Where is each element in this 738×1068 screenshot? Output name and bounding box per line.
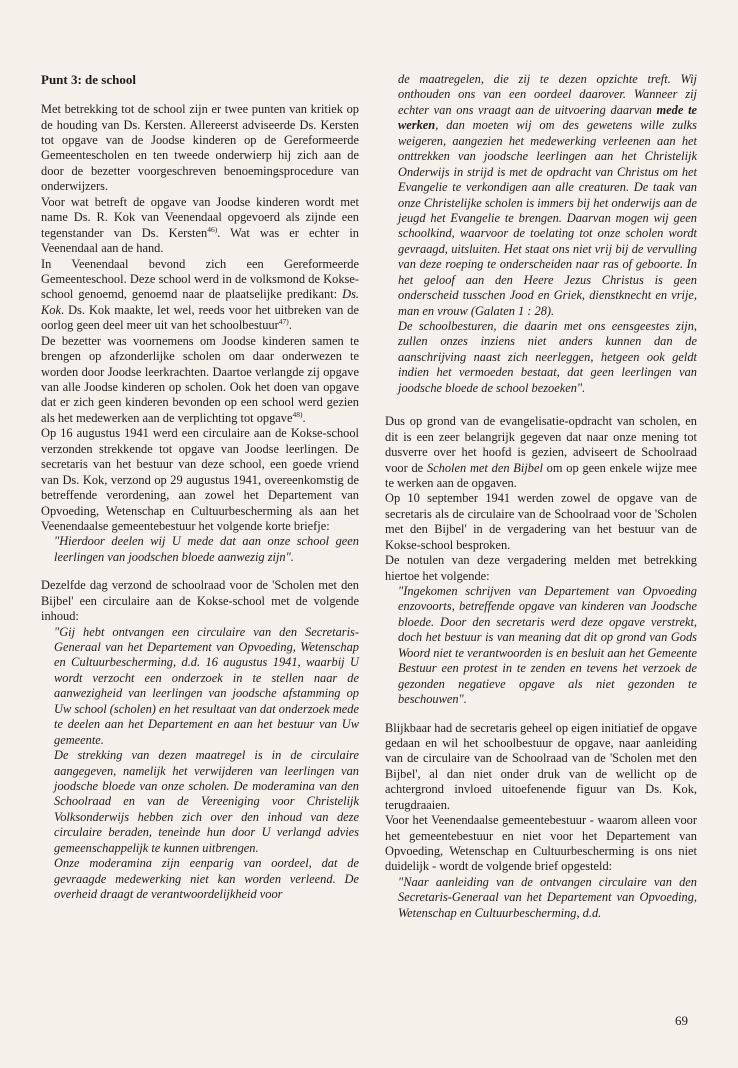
text-run: . Ds. Kok maakte, let wel, reeds voor het uitbreken van de oorlog geen deel meer uit van het schoolbestuur <box>41 302 359 333</box>
text-run-italic: Ds. Kok <box>41 287 359 317</box>
quote: "Gij hebt ontvangen een circulaire van den Secretaris-Generaal van het Departement van Opvoeding, Wetenschap en Cultuurbescherming, d.d. 16 augustus 1941, waarbij U wordt verzocht een onderzoek in te stellen naar de aanwezigheid van leerlingen van joodsche afstamming op Uw school (scholen) en het resultaat van dat onderzoek mede te deelen aan het Departement en aan het bestuur van Uw gemeente. <box>54 624 359 747</box>
paragraph: Op 10 september 1941 werden zowel de opgave van de secretaris als de circulaire van de Schoolraad voor de 'Scholen met den Bijbel' in de vergadering van het bestuur van de Kokse-school besproken. <box>385 491 697 552</box>
footnote-ref: 47) <box>278 317 289 327</box>
text-run: . Wat was er echter in Veenendaal aan de hand. <box>41 225 359 256</box>
text-run: Voor wat betreft de opgave van Joodse kinderen wordt met name Ds. R. Kok van Veenendaal opgevoerd als zijnde een tegenstander van Ds. Kersten <box>41 194 359 240</box>
paragraph <box>41 257 359 334</box>
text-run: , dan moeten wij om des gewetens wille zulks weigeren, aangezien het medewerking verleenen aan het onttrekken van joodsche leerlingen aan het Christelijk Onderwijs in strijd is met de opdracht van Christus om het Evangelie te verkondigen aan alle creaturen. De taak van onze Christelijke scholen is immers bij het onderwijs aan de jeugd het Evangelie te brengen. Daarvan mogen wij geen schoolkind, waarvoor de toelating tot onze scholen wordt gevraagd, uitsluiten. Het staat ons niet vrij bij de vervulling van deze roeping te onderscheiden naar ras of geboorte. In het geloof aan den Heere Jezus Christus is geen onderscheid tusschen Jood en Griek, dienstknecht en vrije, man en vrouw (Galaten 1 : 28). <box>398 118 697 318</box>
quote: "Ingekomen schrijven van Departement van Opvoeding enzovoorts, betreffende opgave van kinderen van Joodsche bloede. Door den secretaris werd deze opgave verstrekt, doch het bestuur is van meaning dat dit op grond van Gods Woord niet te verantwoorden is en besluit aan het Gemeente Bestuur een protest in te zenden en tevens het verzoek de gezonden negatieve opgave als niet gezonden te beschouwen". <box>398 584 697 707</box>
quote: De strekking van dezen maatregel is in de circulaire aangegeven, namelijk het verwijderen van leerlingen van joodsche bloede van onze scholen. De moderamina van den Schoolraad en van de Vereeniging voor Christelijk Volksonderwijs hebben zich over den inhoud van deze circulaire beraden, teneinde hun door U verlangd advies gemeenschappelijk te kunnen uitbrengen. <box>54 748 359 855</box>
paragraph <box>41 334 359 427</box>
text-run: . <box>302 410 306 425</box>
text-run: De bezetter was voornemens om Joodse kinderen samen te brengen op afzonderlijke scholen om daar onderwezen te worden door Joodse leerkrachten. Daartoe verlangde zij opgave van alle Joodse kinderen op scholen. Ook het doen van opgave dat er zich geen kinderen bevonden op een school werd gezien als het medewerken aan de verplichting tot opgave <box>41 333 359 425</box>
quote <box>385 72 697 319</box>
paragraph: De notulen van deze vergadering melden met betrekking hiertoe het volgende: <box>385 553 697 583</box>
paragraph: Met betrekking tot de school zijn er twee punten van kritiek op de houding van Ds. Kersten. Allereerst adviseerde Ds. Kersten tot opgave van de Joodse kinderen op de Gereformeerde Gemeentescholen en ten tweede onderwierp hij zich aan de door de bezetter voorgeschreven benoemingsprocedure van onderwijzers. <box>41 102 359 194</box>
quote: "Hierdoor deelen wij U mede dat aan onze school geen leerlingen van joodschen bloede aanwezig zijn". <box>54 534 359 564</box>
paragraph: Blijkbaar had de secretaris geheel op eigen initiatief de opgave gedaan en wil het schoolbestuur de opgave, naar aanleiding van de circulaire van de Schoolraad van de 'Scholen met den Bijbel', al dan niet onder druk van de wellicht op de achtergrond invloed uitoefenende figuur van Ds. Kok, terugdraaien. <box>385 720 697 812</box>
footnote-ref: 46) <box>207 224 218 234</box>
text-run: Dus op grond van de evangelisatie-opdracht van scholen, en dit is een zeer belangrijk gegeven dat naar onze mening tot dusverre over het hoofd is gezien, adviseert de Schoolraad voor de <box>385 414 697 475</box>
text-run-italic: Scholen met den Bijbel <box>426 460 543 475</box>
text-run: om op geen enkele wijze mee te werken aan de opgaven. <box>385 460 697 490</box>
section-heading: Punt 3: de school <box>41 72 136 87</box>
right-column <box>385 72 697 921</box>
footnote-ref: 48) <box>292 409 303 419</box>
paragraph <box>41 195 359 257</box>
text-run: In Veenendaal bevond zich een Gereformeerde Gemeenteschool. Deze school werd in de volksmond de Kokse-school genoemd, genoemd naar de plaatselijke predikant: <box>41 256 359 302</box>
left-column <box>41 72 359 902</box>
text-run-bold: mede te werken <box>398 102 698 133</box>
page-number: 69 <box>675 1013 688 1028</box>
paragraph: Dezelfde dag verzond de schoolraad voor de 'Scholen met den Bijbel' een circulaire aan de Kokse-school met de volgende inhoud: <box>41 578 359 624</box>
paragraph: Voor het Veenendaalse gemeentebestuur - waarom alleen voor het gemeentebestuur en niet voor het Departement van Opvoeding, Wetenschap en Cultuurbescherming is ons niet duidelijk - wordt de volgende brief opgesteld: <box>385 813 697 874</box>
quote: De schoolbesturen, die daarin met ons eensgeestes zijn, zullen onzes inziens niet anders kunnen dan de aanschrijving naast zich neerleggen, hetgeen ook geldt indien het vermoeden bestaat, dat geen leerlingen van joodsche bloede de school bezoeken". <box>398 319 697 395</box>
paragraph <box>385 414 697 491</box>
quote: Onze moderamina zijn eenparig van oordeel, dat de gevraagde medewerking niet kan worden verleend. De overheid draagt de verantwoordelijkheid voor <box>54 856 359 902</box>
paragraph: Op 16 augustus 1941 werd een circulaire aan de Kokse-school verzonden strekkende tot opgave van Joodse leerlingen. De secretaris van het bestuur van deze school, een goede vriend van Ds. Kok, verzond op 29 augustus 1941, overeenkomstig de betreffende verordening, aan zowel het Departement van Opvoeding, Wetenschap en Cultuurbescherming als aan het Veenendaalse gemeentebestuur het volgende korte briefje: <box>41 426 359 533</box>
text-run: de maatregelen, die zij te dezen opzichte treft. Wij onthouden ons van een oordeel daarover. Wanneer zij echter van ons vraagt aan de uitvoering daarvan <box>398 72 697 117</box>
quote: "Naar aanleiding van de ontvangen circulaire van den Secretaris-Generaal van het Departement van Opvoeding, Wetenschap en Cultuurbescherming, d.d. <box>398 874 697 920</box>
text-run: . <box>288 318 292 333</box>
